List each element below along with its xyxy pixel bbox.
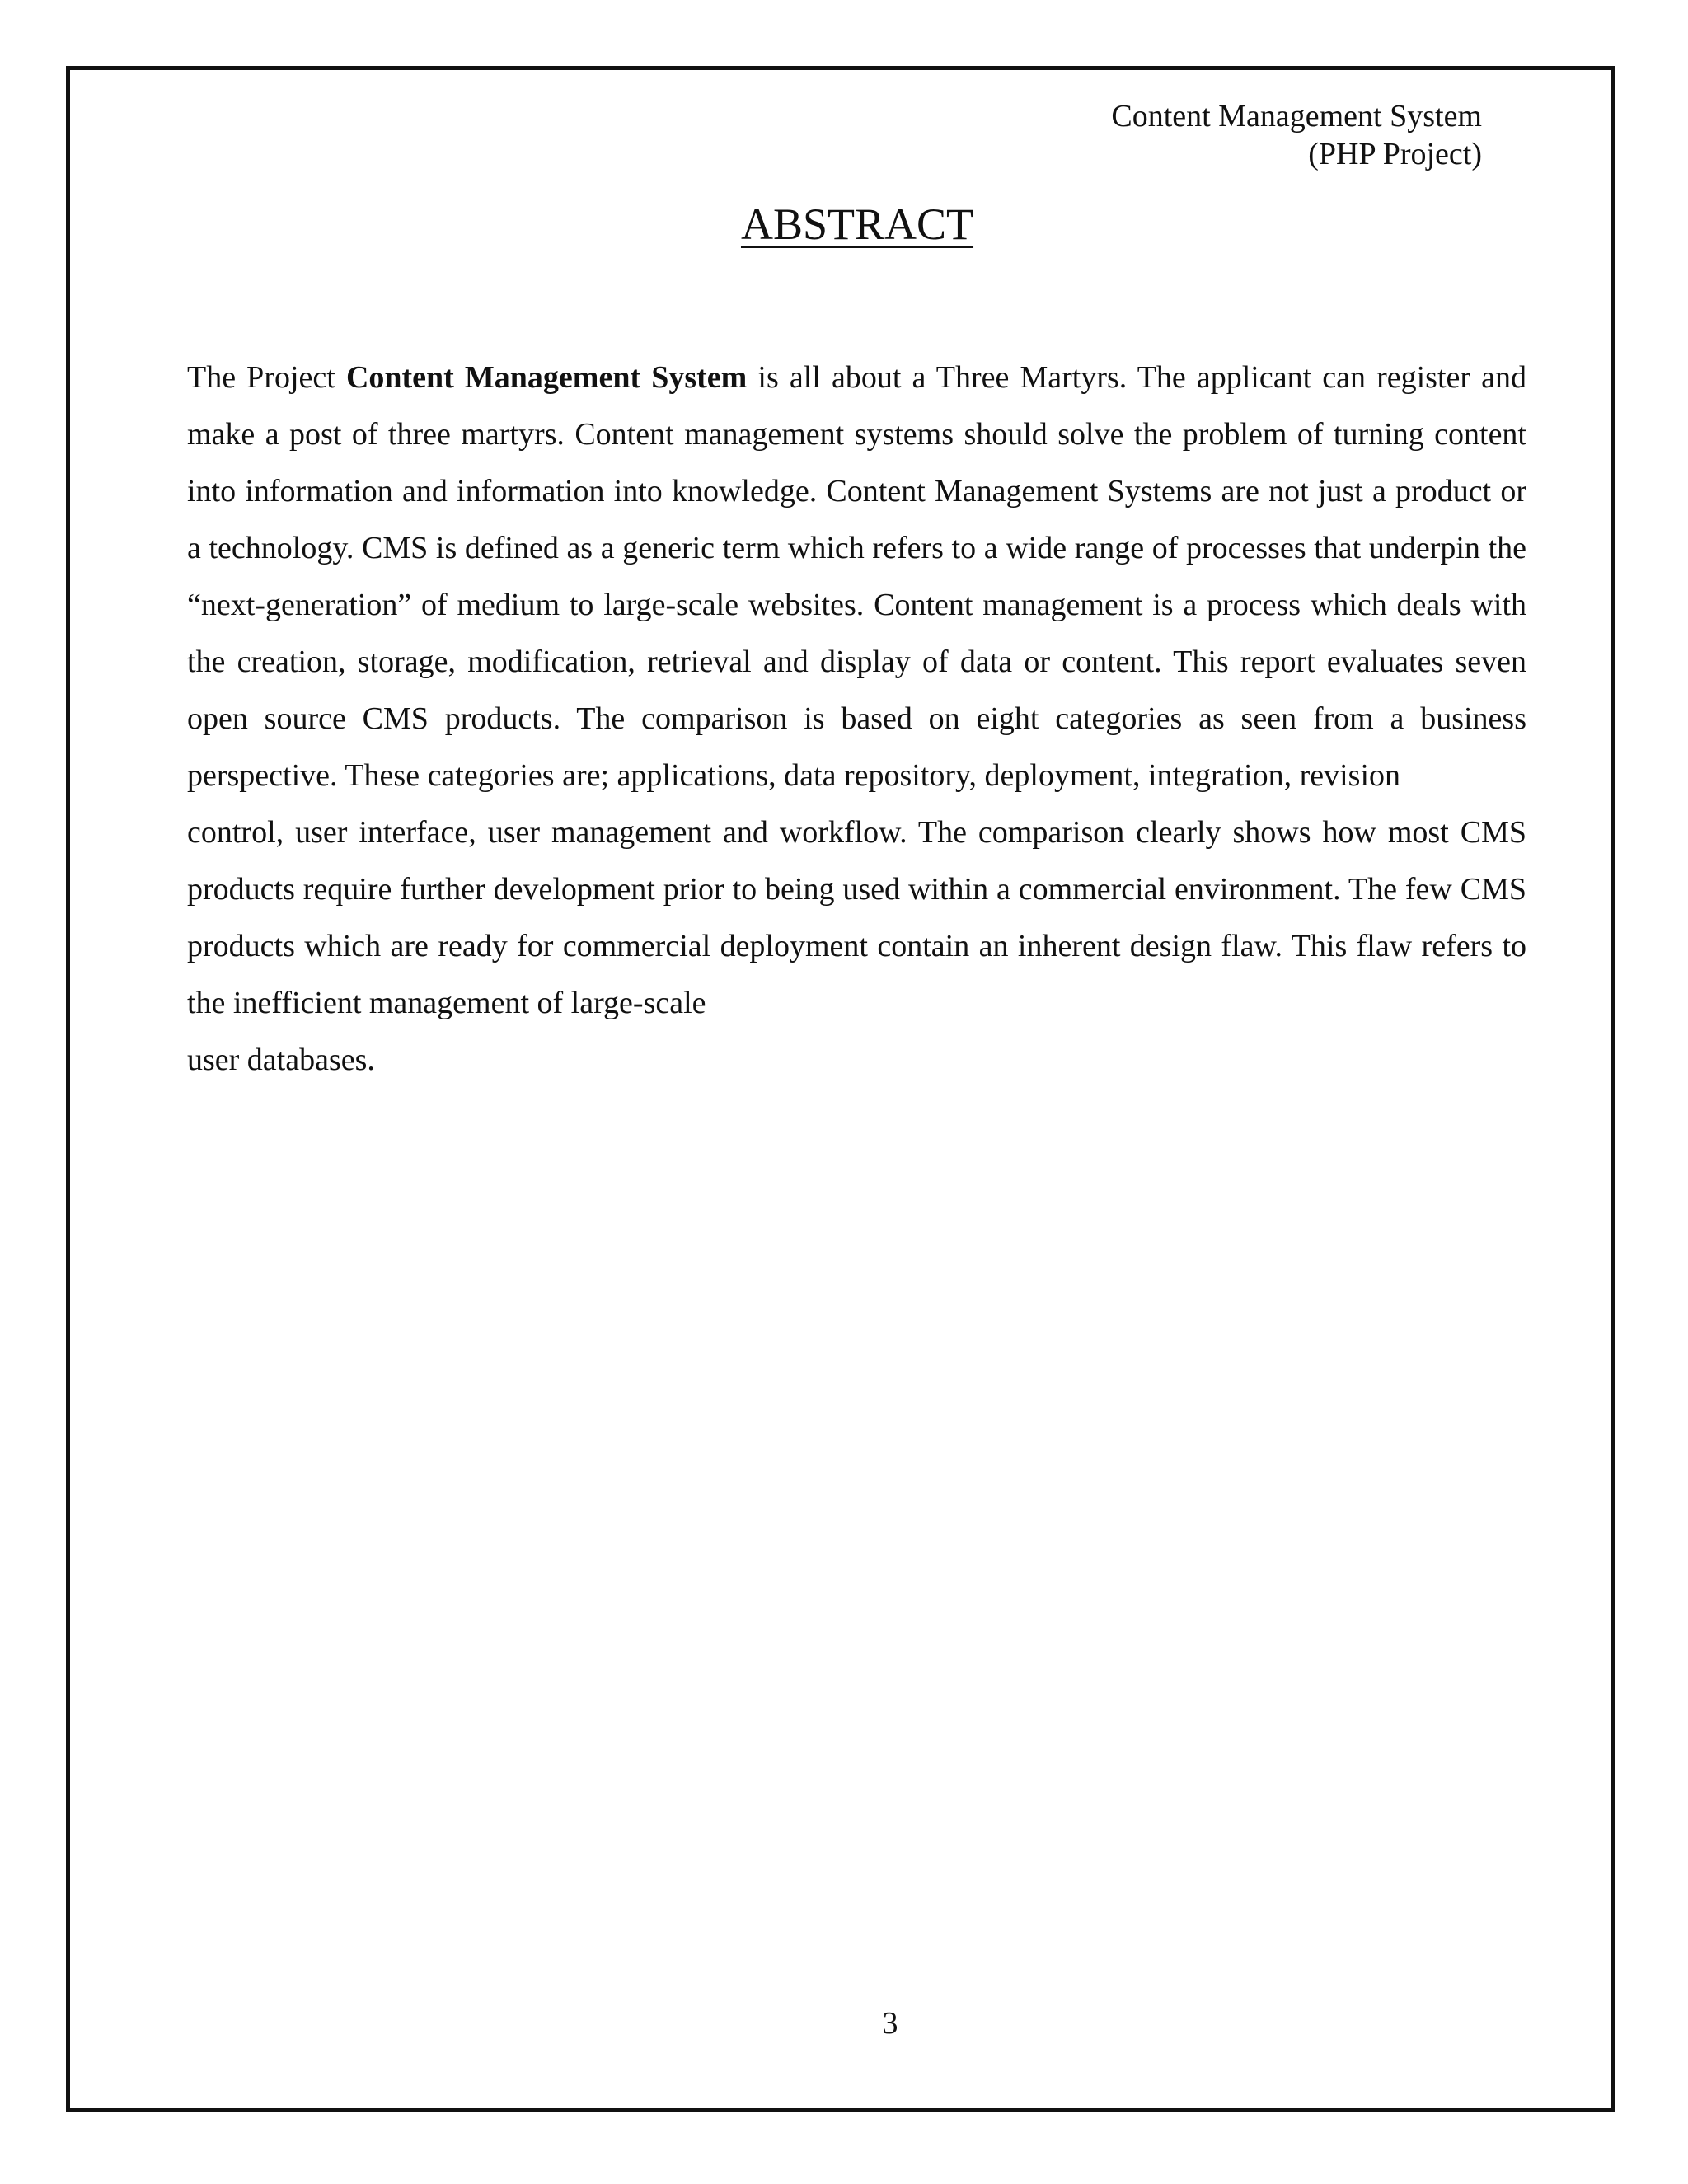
paragraph-1-prefix: The Project bbox=[187, 360, 346, 395]
abstract-heading-text: ABSTRACT bbox=[740, 199, 974, 249]
abstract-body bbox=[187, 349, 1526, 1089]
header-title: Content Management System bbox=[1111, 99, 1482, 134]
abstract-paragraph-2: control, user interface, user management and workflow. The comparison clearly shows how most CMS products require further development prior to being used within a commercial environment. The few CMS products which are ready for commercial deployment contain an inherent design flaw. This flaw refers to the inefficient management of large-scale bbox=[187, 815, 1526, 1020]
page-number: 3 bbox=[882, 2006, 898, 2041]
abstract-heading bbox=[0, 198, 1688, 251]
running-header bbox=[1111, 97, 1482, 173]
paragraph-1-text: is all about a Three Martyrs. The applicant can register and make a post of three martyrs. Content management systems should solve the problem of turning content into information and information into knowledge. Content Management Systems are not just a product or a technology. CMS is defined as a generic term which refers to a wide range of processes that underpin the “next-generation” of medium to large-scale websites. Content management is a process which deals with the creation, storage, modification, retrieval and display of data or content. This report evaluates seven open source CMS products. The comparison is based on eight categories as seen from a business perspective. These categories are; applications, data repository, deployment, integration, revision bbox=[187, 360, 1527, 793]
abstract-paragraph-1 bbox=[187, 349, 1526, 804]
project-name-bold: Content Management System bbox=[345, 360, 748, 395]
header-subtitle: (PHP Project) bbox=[1308, 137, 1482, 171]
abstract-paragraph-3: user databases. bbox=[187, 1043, 375, 1077]
